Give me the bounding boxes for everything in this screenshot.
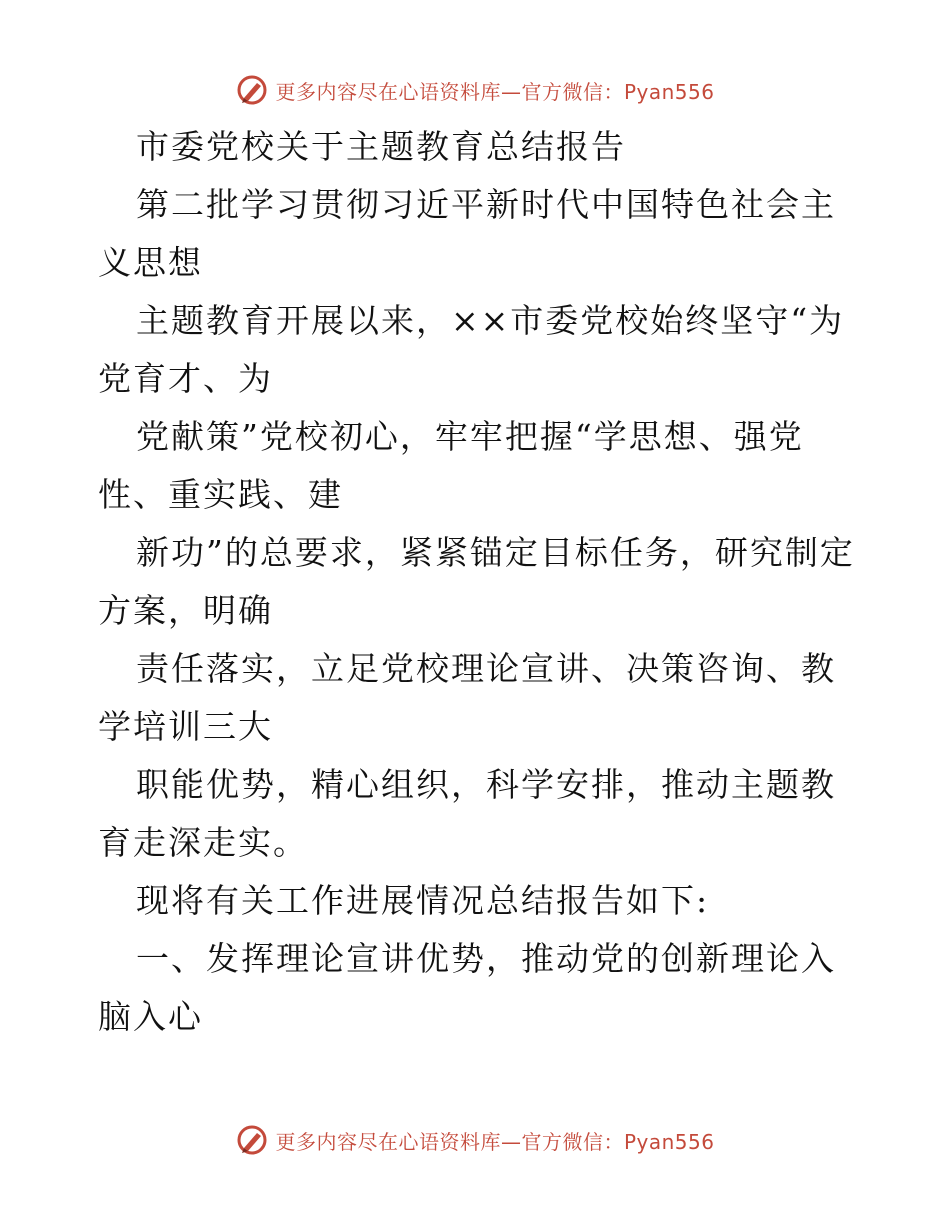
- body-paragraph: 责任落实，立足党校理论宣讲、决策咨询、教学培训三大: [98, 649, 836, 746]
- body-paragraph: 党献策”党校初心，牢牢把握“学思想、强党性、重实践、建: [98, 417, 804, 514]
- body-paragraph: 职能优势，精心组织，科学安排，推动主题教育走深走实。: [98, 765, 836, 862]
- footer-banner-content: [235, 1123, 714, 1157]
- document-subtitle: 第二批学习贯彻习近平新时代中国特色社会主义思想: [98, 185, 836, 282]
- footer-banner: [0, 1120, 950, 1160]
- document-body: [98, 118, 858, 1046]
- section-heading: 一、发挥理论宣讲优势，推动党的创新理论入脑入心: [98, 939, 836, 1036]
- document-title: 市委党校关于主题教育总结报告: [136, 127, 626, 166]
- body-paragraph: 新功”的总要求，紧紧锚定目标任务，研究制定方案，明确: [98, 533, 855, 630]
- header-banner-text: 更多内容尽在心语资料库—官方微信：Pyan556: [275, 79, 715, 104]
- footer-banner-text: 更多内容尽在心语资料库—官方微信：Pyan556: [275, 1129, 715, 1154]
- header-banner: [0, 70, 950, 110]
- header-banner-content: [235, 73, 714, 107]
- body-paragraph: 主题教育开展以来，××市委党校始终坚守“为党育才、为: [98, 301, 845, 398]
- pen-logo-icon: [235, 73, 269, 107]
- body-paragraph: 现将有关工作进展情况总结报告如下:: [136, 881, 710, 920]
- pen-logo-icon: [235, 1123, 269, 1157]
